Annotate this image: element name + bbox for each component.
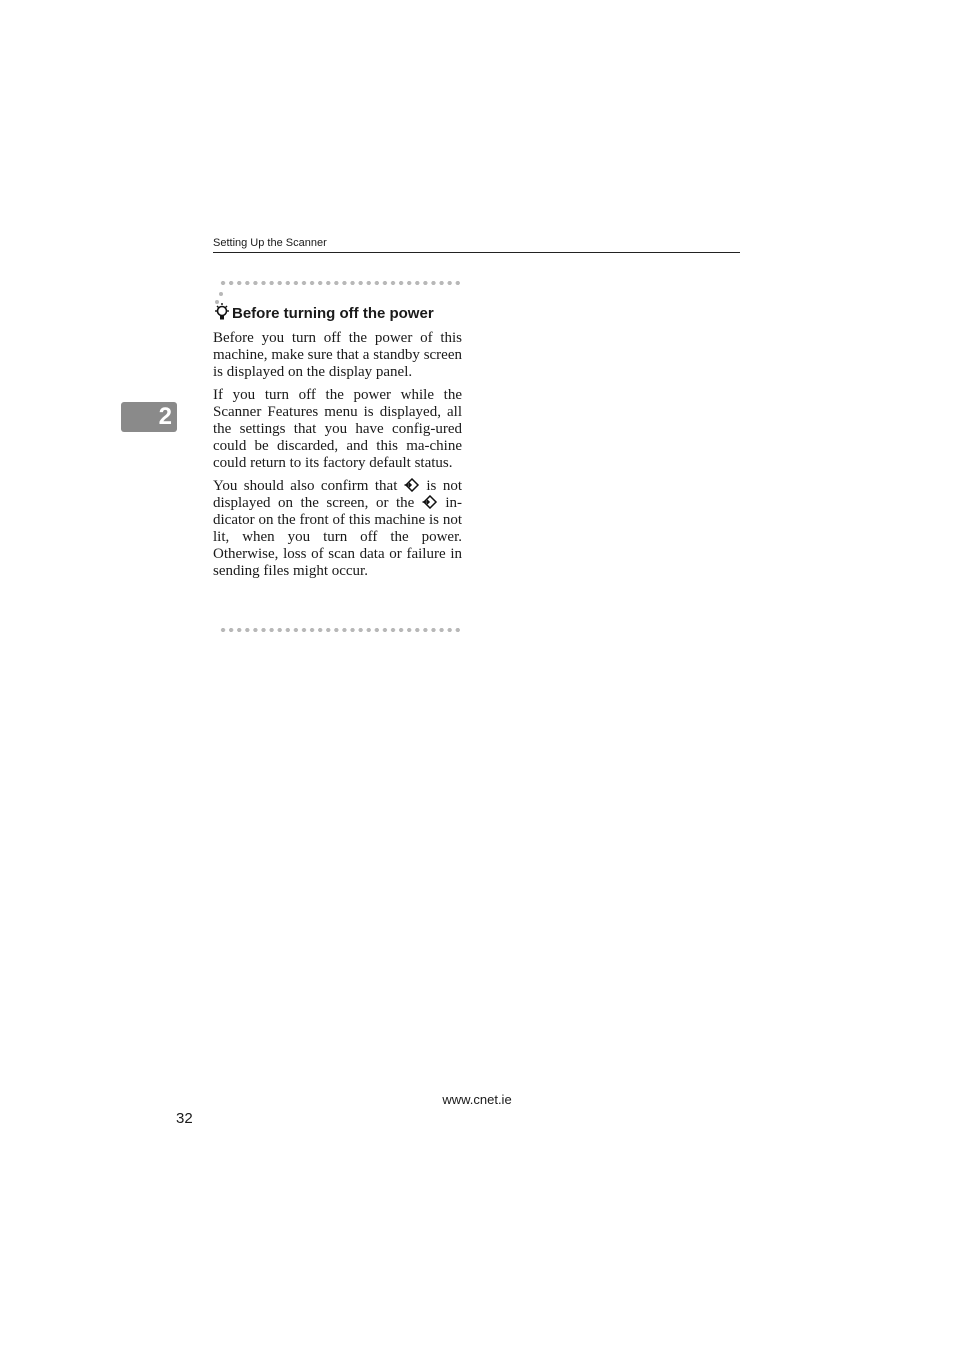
note-bottom-border — [219, 627, 463, 633]
chapter-tab: 2 — [121, 402, 177, 432]
scan-indicator-icon — [422, 495, 438, 509]
note-text: You should also confirm that — [213, 478, 404, 494]
note-text: is not displayed on the screen, or the — [213, 478, 462, 511]
note-paragraph — [213, 478, 462, 580]
note-corner-dot — [219, 292, 223, 296]
note-top-border — [219, 280, 463, 286]
running-header: Setting Up the Scanner — [213, 237, 740, 253]
note-paragraph: If you turn off the power while the Scanner Features menu is displayed, all the settings that you have config-ured could be discarded, and this ma-chine could return to its factory default status. — [213, 387, 462, 471]
scan-indicator-icon — [404, 478, 420, 492]
page-number: 32 — [176, 1110, 193, 1127]
note-text: in-dicator on the front of this machine is not lit, when you turn off the power. Otherwise, loss of scan data or failure in sending files might occur. — [213, 495, 462, 579]
note-paragraph: Before you turn off the power of this machine, make sure that a standby screen is displayed on the display panel. — [213, 330, 462, 380]
note-heading — [213, 302, 473, 322]
footer-url: www.cnet.ie — [442, 1092, 512, 1107]
note-heading-text: Before turning off the power — [232, 305, 434, 322]
note-body — [213, 330, 462, 586]
lightbulb-icon — [213, 302, 231, 322]
